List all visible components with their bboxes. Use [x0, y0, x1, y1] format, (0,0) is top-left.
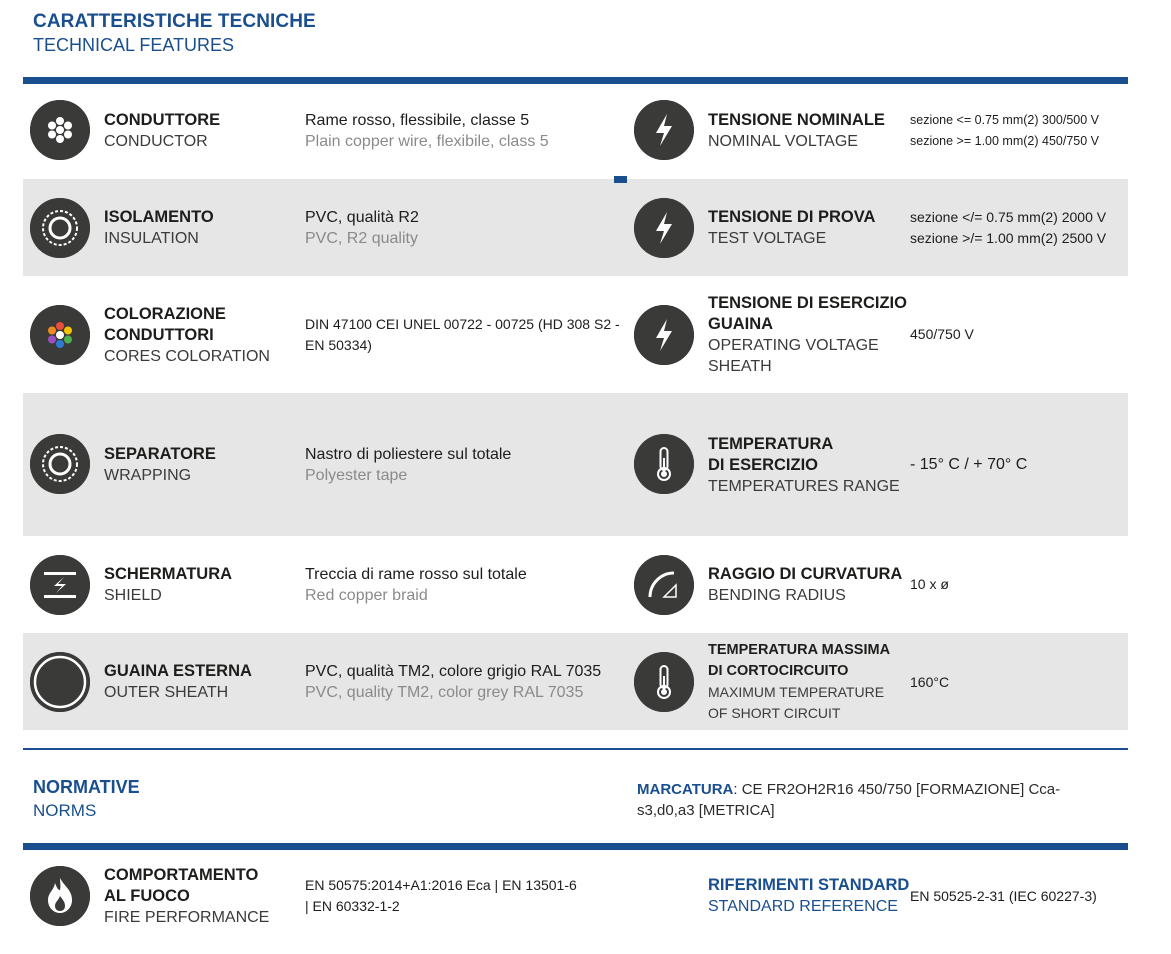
- outer-sheath-icon: [30, 652, 90, 712]
- standard-reference-label: RIFERIMENTI STANDARD STANDARD REFERENCE: [708, 876, 910, 915]
- outer-sheath-label: GUAINA ESTERNA OUTER SHEATH: [104, 662, 252, 701]
- insulation-value: PVC, qualità R2 PVC, R2 quality: [305, 209, 419, 247]
- header-divider: [23, 77, 1128, 84]
- short-circuit-temperature-value: 160°C: [910, 674, 950, 690]
- lightning-bolt-icon: [634, 100, 694, 160]
- thermometer-icon: [634, 652, 694, 712]
- nominal-voltage-label: TENSIONE NOMINALE NOMINAL VOLTAGE: [708, 111, 885, 150]
- nominal-voltage-value: sezione <= 0.75 mm(2) 300/500 V sezione >= 1.00 mm(2) 450/750 V: [910, 113, 1100, 148]
- operating-temperature-value: - 15° C / + 70° C: [910, 456, 1028, 473]
- flame-icon: [30, 866, 90, 926]
- norms-title: NORMATIVE: [33, 777, 140, 797]
- marking-label: MARCATURA: [637, 781, 734, 798]
- bending-radius-value: 10 x ø: [910, 576, 949, 592]
- wrapping-label: SEPARATORE WRAPPING: [104, 445, 216, 484]
- test-voltage-label: TENSIONE DI PROVA TEST VOLTAGE: [708, 208, 876, 247]
- bending-radius-label: RAGGIO DI CURVATURA BENDING RADIUS: [708, 565, 903, 604]
- fire-performance-label: COMPORTAMENTO AL FUOCO FIRE PERFORMANCE: [104, 866, 270, 926]
- insulation-label: ISOLAMENTO INSULATION: [104, 208, 214, 247]
- marking-value-line2: s3,d0,a3 [METRICA]: [637, 802, 775, 819]
- thermometer-icon: [634, 434, 694, 494]
- marking-text: [637, 779, 1077, 821]
- operating-temperature-label: TEMPERATURA DI ESERCIZIO TEMPERATURES RANGE: [708, 435, 900, 495]
- norms-divider: [23, 748, 1128, 750]
- cores-coloration-value: DIN 47100 CEI UNEL 00722 - 00725 (HD 308 S2 - EN 50334): [305, 316, 620, 353]
- fire-divider: [23, 843, 1128, 850]
- cores-coloration-label: COLORAZIONE CONDUTTORI CORES COLORATION: [104, 305, 270, 365]
- conductor-label: CONDUTTORE CONDUCTOR: [104, 111, 221, 150]
- wrapping-ring-icon: [30, 434, 90, 494]
- lightning-bolt-icon: [634, 305, 694, 365]
- conductor-value: Rame rosso, flessibile, classe 5 Plain copper wire, flexibile, class 5: [305, 112, 549, 150]
- standard-reference-value: EN 50525-2-31 (IEC 60227-3): [910, 888, 1097, 904]
- shield-value: Treccia di rame rosso sul totale Red copper braid: [305, 566, 527, 604]
- fire-performance-value: EN 50575:2014+A1:2016 Eca | EN 13501-6 | EN 60332-1-2: [305, 877, 577, 914]
- colored-cores-icon: [30, 305, 90, 365]
- operating-voltage-label: TENSIONE DI ESERCIZIO GUAINA OPERATING VOLTAGE SHEATH: [708, 294, 907, 375]
- wrapping-value: Nastro di poliestere sul totale Polyester tape: [305, 446, 512, 484]
- page-title: CARATTERISTICHE TECNICHE: [33, 11, 316, 32]
- lightning-bolt-icon: [634, 198, 694, 258]
- bending-radius-icon: [634, 555, 694, 615]
- operating-voltage-value: 450/750 V: [910, 326, 974, 342]
- insulation-ring-icon: [30, 198, 90, 258]
- shield-braid-icon: [30, 555, 90, 615]
- test-voltage-value: sezione </= 0.75 mm(2) 2000 V sezione >/= 1.00 mm(2) 2500 V: [910, 209, 1107, 246]
- blue-marker: [614, 176, 627, 183]
- shield-label: SCHERMATURA SHIELD: [104, 565, 233, 604]
- norms-subtitle: NORMS: [33, 801, 97, 820]
- outer-sheath-value: PVC, qualità TM2, colore grigio RAL 7035 PVC, quality TM2, color grey RAL 7035: [305, 663, 602, 701]
- short-circuit-temperature-label: TEMPERATURA MASSIMA DI CORTOCIRCUITO MAXIMUM TEMPERATURE OF SHORT CIRCUIT: [708, 642, 891, 721]
- conductor-strands-icon: [30, 100, 90, 160]
- marking-value-line1: : CE FR2OH2R16 450/750 [FORMAZIONE] Cca-: [733, 781, 1061, 798]
- page-subtitle: TECHNICAL FEATURES: [33, 35, 235, 55]
